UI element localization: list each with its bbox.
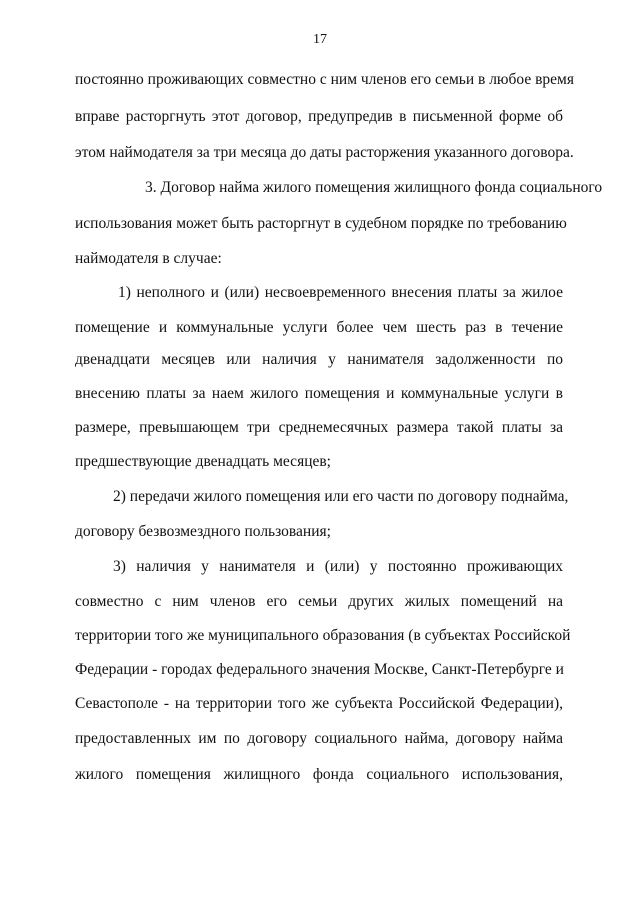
text-line: 3. Договор найма жилого помещения жилищного фонда социального xyxy=(145,179,603,196)
text-line: предоставленных им по договору социального найма, договору найма xyxy=(75,730,563,747)
text-line: помещение и коммунальные услуги более чем шесть раз в течение xyxy=(75,319,563,336)
text-line: жилого помещения жилищного фонда социального использования, xyxy=(75,766,563,783)
text-line: двенадцати месяцев или наличия у нанимателя задолженности по xyxy=(75,351,563,368)
text-line: совместно с ним членов его семьи других жилых помещений на xyxy=(75,593,563,610)
text-line: Севастополе - на территории того же субъекта Российской Федерации), xyxy=(75,695,563,712)
text-line: этом наймодателя за три месяца до даты расторжения указанного договора. xyxy=(75,144,574,161)
text-line: Федерации - городах федерального значения Москве, Санкт-Петербурге и xyxy=(75,661,564,678)
text-line: использования может быть расторгнут в судебном порядке по требованию xyxy=(75,215,567,232)
text-line: 1) неполного и (или) несвоевременного внесения платы за жилое xyxy=(118,284,563,301)
text-line: вправе расторгнуть этот договор, предупредив в письменной форме об xyxy=(75,108,563,125)
text-line: предшествующие двенадцать месяцев; xyxy=(75,453,331,470)
text-line: договору безвозмездного пользования; xyxy=(75,523,331,540)
text-line: территории того же муниципального образования (в субъектах Российской xyxy=(75,627,571,644)
text-line: размере, превышающем три среднемесячных размера такой платы за xyxy=(75,419,563,436)
text-line: наймодателя в случае: xyxy=(75,250,222,267)
text-line: 2) передачи жилого помещения или его части по договору поднайма, xyxy=(113,488,569,505)
text-line: внесению платы за наем жилого помещения и коммунальные услуги в xyxy=(75,385,563,402)
page-number: 17 xyxy=(313,32,327,47)
text-line: 3) наличия у нанимателя и (или) у постоянно проживающих xyxy=(113,558,563,575)
text-line: постоянно проживающих совместно с ним членов его семьи в любое время xyxy=(75,71,574,88)
